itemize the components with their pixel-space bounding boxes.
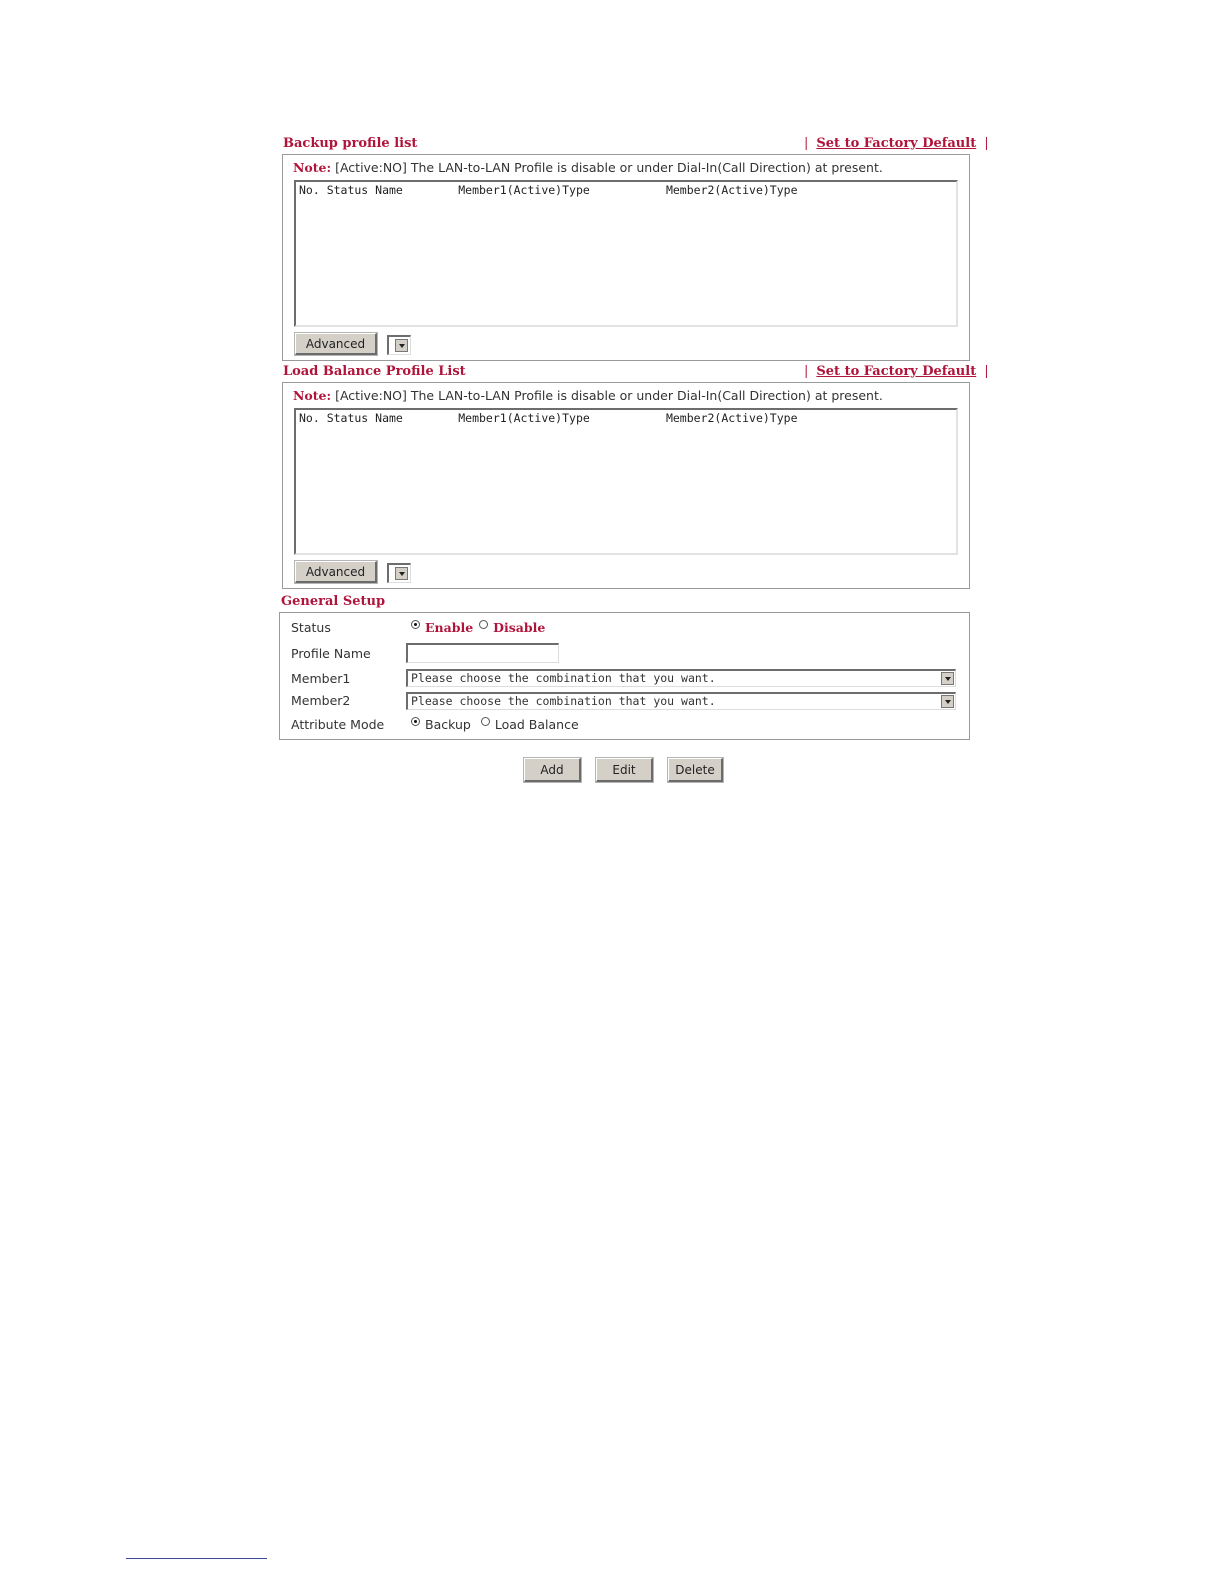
- load-balance-advanced-button[interactable]: Advanced: [295, 561, 377, 583]
- status-enable-label: Enable: [425, 620, 474, 635]
- attribute-load-balance-label: Load Balance: [494, 717, 579, 732]
- separator-left: |: [804, 364, 809, 379]
- backup-note: [293, 160, 883, 175]
- load-balance-list-header: No. Status Name Member1(Active)Type Member2(Active)Type: [299, 411, 798, 425]
- separator-right: |: [984, 364, 989, 379]
- load-balance-factory-default: [804, 364, 989, 379]
- radio-selected-dot: [414, 623, 417, 626]
- backup-list-header: No. Status Name Member1(Active)Type Member2(Active)Type: [299, 183, 798, 197]
- attribute-backup-radio[interactable]: [411, 717, 420, 726]
- chevron-down-icon: [395, 339, 408, 352]
- attribute-mode-radio-group: [411, 717, 579, 732]
- radio-selected-dot: [414, 720, 417, 723]
- backup-profile-list-title: Backup profile list: [283, 136, 418, 151]
- backup-set-factory-default-link[interactable]: Set to Factory Default: [816, 136, 977, 151]
- status-enable-radio[interactable]: [411, 620, 420, 629]
- backup-advanced-dropdown[interactable]: [387, 335, 411, 355]
- delete-button[interactable]: Delete: [668, 758, 723, 782]
- footnote-divider: [126, 1558, 267, 1559]
- member2-select-value: Please choose the combination that you want.: [411, 694, 716, 708]
- profile-name-label: Profile Name: [291, 646, 371, 661]
- member2-label: Member2: [291, 693, 351, 708]
- chevron-down-icon: [395, 567, 408, 580]
- attribute-mode-label: Attribute Mode: [291, 717, 385, 732]
- note-label: Note:: [293, 388, 332, 403]
- load-balance-profile-panel: [282, 382, 970, 589]
- edit-button[interactable]: Edit: [596, 758, 653, 782]
- status-disable-radio[interactable]: [479, 620, 488, 629]
- load-balance-profile-listbox[interactable]: [294, 408, 958, 555]
- member1-label: Member1: [291, 671, 351, 686]
- backup-advanced-button[interactable]: Advanced: [295, 333, 377, 355]
- general-setup-panel: [279, 612, 970, 740]
- status-radio-group: [411, 620, 545, 635]
- chevron-down-icon: [941, 672, 954, 685]
- backup-profile-panel: [282, 154, 970, 361]
- separator-left: |: [804, 136, 809, 151]
- add-button[interactable]: Add: [524, 758, 581, 782]
- note-text: [Active:NO] The LAN-to-LAN Profile is disable or under Dial-In(Call Direction) at present.: [331, 160, 883, 175]
- chevron-down-icon: [941, 695, 954, 708]
- backup-profile-listbox[interactable]: [294, 180, 958, 327]
- note-text: [Active:NO] The LAN-to-LAN Profile is disable or under Dial-In(Call Direction) at present.: [331, 388, 883, 403]
- load-balance-profile-list-title: Load Balance Profile List: [283, 364, 466, 379]
- backup-factory-default: [804, 136, 989, 151]
- member2-select[interactable]: [406, 692, 956, 710]
- status-disable-label: Disable: [493, 620, 546, 635]
- load-balance-advanced-dropdown[interactable]: [387, 563, 411, 583]
- general-setup-title: General Setup: [281, 594, 386, 609]
- load-balance-note: [293, 388, 883, 403]
- attribute-backup-label: Backup: [425, 717, 471, 732]
- status-label: Status: [291, 620, 331, 635]
- member1-select[interactable]: [406, 669, 956, 687]
- separator-right: |: [984, 136, 989, 151]
- attribute-load-balance-radio[interactable]: [481, 717, 490, 726]
- load-balance-set-factory-default-link[interactable]: Set to Factory Default: [816, 364, 977, 379]
- profile-name-input[interactable]: [406, 643, 559, 663]
- note-label: Note:: [293, 160, 332, 175]
- member1-select-value: Please choose the combination that you want.: [411, 671, 716, 685]
